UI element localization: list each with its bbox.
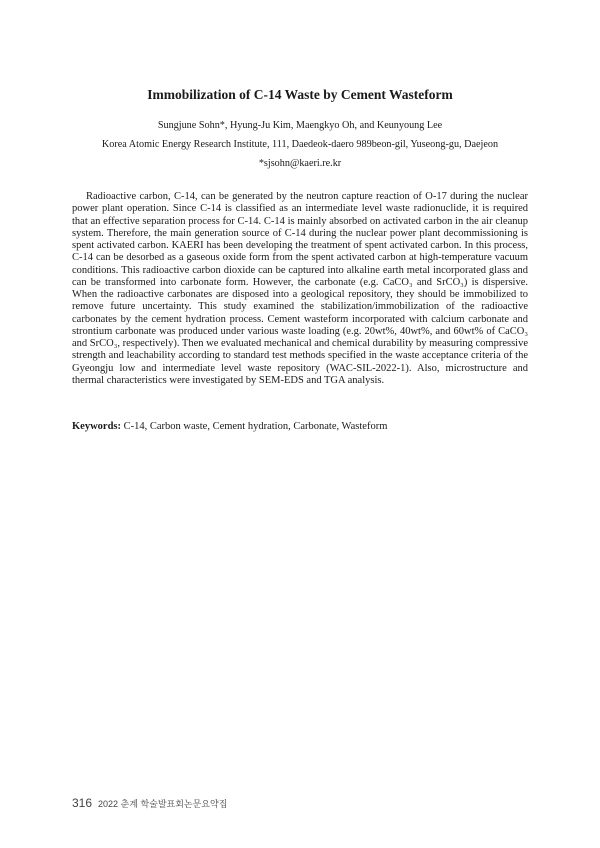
page-footer [72, 794, 227, 812]
affiliation: Korea Atomic Energy Research Institute, 111, Daedeok-daero 989beon-gil, Yuseong-gu, Daejeon [101, 139, 499, 150]
keywords-line [72, 421, 528, 432]
corresponding-email: *sjsohn@kaeri.re.kr [258, 158, 342, 169]
page-number: 316 [72, 796, 93, 810]
keywords-label: Keywords: [72, 421, 121, 432]
keywords-list: C-14, Carbon waste, Cement hydration, Carbonate, Wasteform [123, 421, 388, 432]
abstract-body: Radioactive carbon, C-14, can be generated by the neutron capture reaction of O-17 during the nuclear power plant operation. Since C-14 is classified as an intermediate level waste radionuclide, it is required that an effective separation process for C-14. C-14 is mainly absorbed on activated carbon in the air cleanup system. Therefore, the main generation source of C-14 during the nuclear power plant decommissioning is spent activated carbon. KAERI has been developing the treatment of spent activated carbon. In this process, C-14 can be desorbed as a gaseous oxide form from the spent activated carbon at high-temperature vacuum conditions. This radioactive carbon dioxide can be captured into alkaline earth metal incorporated glass and can be transformed into carbonate form. However, the carbonate (e.g. CaCO₃ and SrCO₃) is dispersive. When the radioactive carbonates are disposed into a geological repository, they should be immobilized to remove future uncertainty. This study examined the stabilization/immobilization of the radioactive carbonates by the cement hydration process. Cement wasteform incorporated with calcium carbonate and strontium carbonate was produced under various waste loading (e.g. 20wt%, 40wt%, and 60wt% of CaCO₃ and SrCO₃, respectively). Then we evaluated mechanical and chemical durability by measuring compressive strength and leachability according to standard test methods specified in the waste acceptance criteria of the Gyeongju low and intermediate level waste repository (WAC-SIL-2022-1). Also, microstructure and thermal characteristics were investigated by SEM-EDS and TGA analysis. [72, 191, 528, 386]
proceedings-title: 2022 춘계 학술발표회논문요약집 [98, 799, 228, 809]
author-list: Sungjune Sohn*, Hyung-Ju Kim, Maengkyo Oh, and Keunyoung Lee [157, 120, 443, 131]
paper-title: Immobilization of C-14 Waste by Cement Wasteform [147, 87, 453, 102]
